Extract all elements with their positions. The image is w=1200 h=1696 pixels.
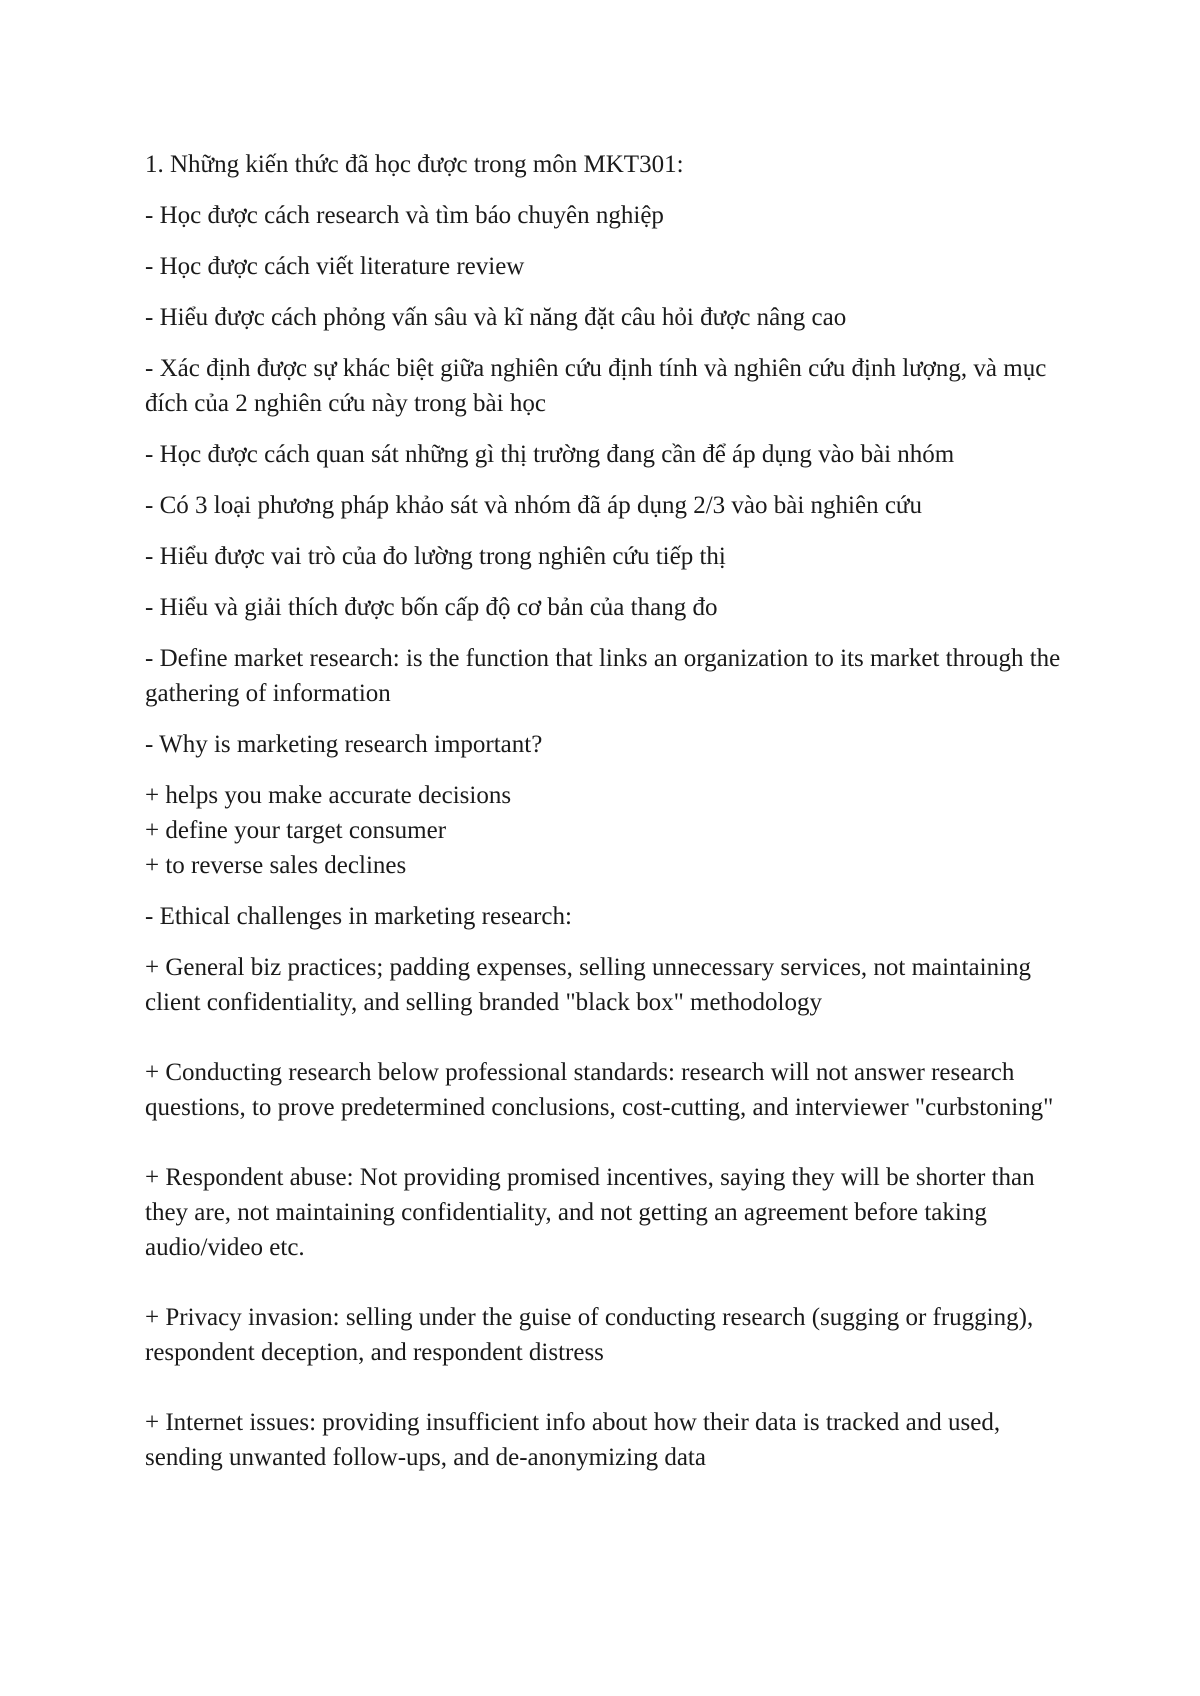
ethics-item: + Privacy invasion: selling under the guise of conducting research (sugging or frugging), respondent deception, and respondent distress xyxy=(145,1304,1034,1366)
ethics-item: + Conducting research below professional standards: research will not answer research questions, to prove predetermined conclusions, cost-cutting, and interviewer "curbstoning" xyxy=(145,1059,1054,1121)
learning-point: - Học được cách quan sát những gì thị trường đang cần để áp dụng vào bài nhóm xyxy=(145,441,955,468)
list-item: + to reverse sales declines xyxy=(145,852,407,879)
ethics-item: + General biz practices; padding expenses, selling unnecessary services, not maintaining client confidentiality, and selling branded "black box" methodology xyxy=(145,954,1032,1016)
importance-list xyxy=(145,778,1080,883)
ethics-item: + Respondent abuse: Not providing promised incentives, saying they will be shorter than they are, not maintaining confidentiality, and not getting an agreement before taking audio/video etc. xyxy=(145,1164,1035,1261)
list-item: + helps you make accurate decisions xyxy=(145,782,512,809)
learning-point: - Hiểu được cách phỏng vấn sâu và kĩ năng đặt câu hỏi được nâng cao xyxy=(145,304,847,331)
learning-point: - Có 3 loại phương pháp khảo sát và nhóm đã áp dụng 2/3 vào bài nghiên cứu xyxy=(145,492,922,519)
learning-point: - Hiểu và giải thích được bốn cấp độ cơ bản của thang đo xyxy=(145,594,718,621)
list-item: + define your target consumer xyxy=(145,817,447,844)
ethics-item: + Internet issues: providing insufficient info about how their data is tracked and used, sending unwanted follow-ups, and de-anonymizing data xyxy=(145,1409,1001,1471)
learning-point: - Hiểu được vai trò của đo lường trong nghiên cứu tiếp thị xyxy=(145,543,726,570)
importance-question: - Why is marketing research important? xyxy=(145,731,543,758)
learning-point: - Xác định được sự khác biệt giữa nghiên cứu định tính và nghiên cứu định lượng, và mục đích của 2 nghiên cứu này trong bài học xyxy=(145,355,1047,417)
definition-paragraph: - Define market research: is the function that links an organization to its market through the gathering of information xyxy=(145,645,1061,707)
ethics-heading: - Ethical challenges in marketing research: xyxy=(145,903,572,930)
learning-point: - Học được cách viết literature review xyxy=(145,253,525,280)
document-body xyxy=(145,147,1080,1475)
section-heading: 1. Những kiến thức đã học được trong môn MKT301: xyxy=(145,151,684,178)
learning-point: - Học được cách research và tìm báo chuyên nghiệp xyxy=(145,202,664,229)
